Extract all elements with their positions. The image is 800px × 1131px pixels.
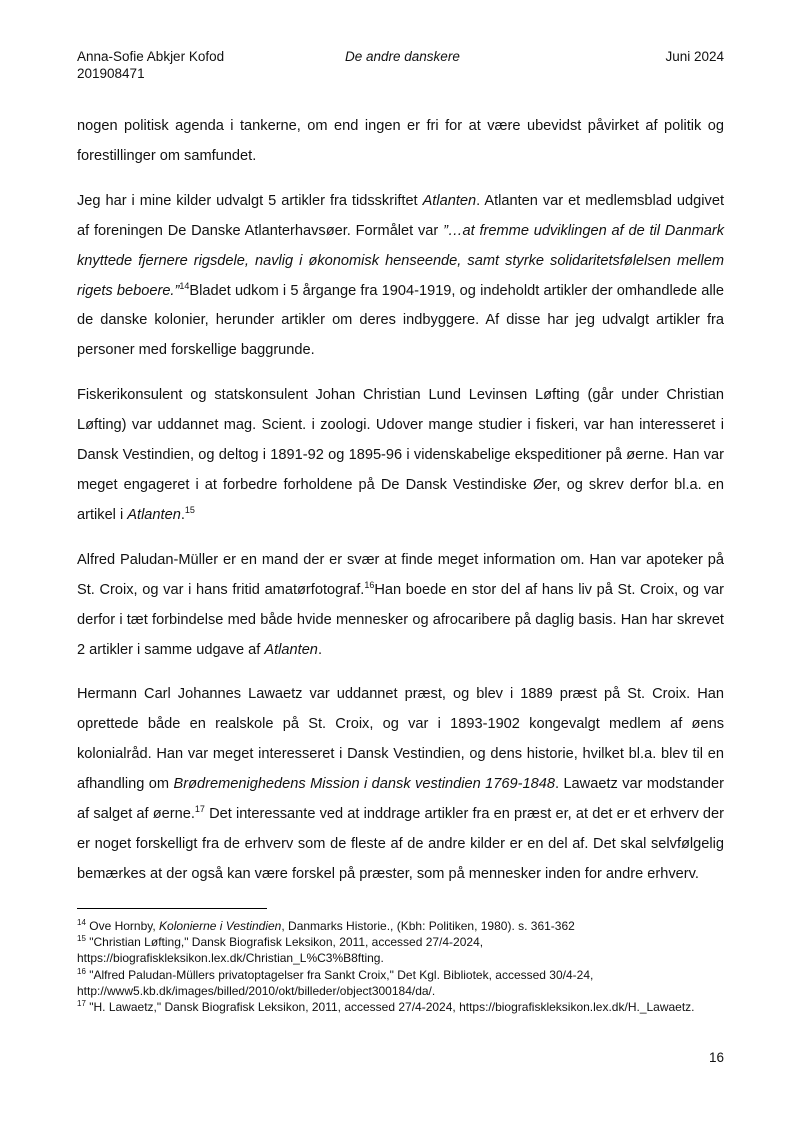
footnote-number: 17 (77, 999, 86, 1009)
header-student-id: 201908471 (77, 66, 145, 81)
quotation: ”…at fremme udviklingen af de til Danmark knyttede fjernere rigsdele, navlig i økonomisk henseende, samt styrke solidaritetsfølelsen mellem rigets beboere.” (77, 222, 725, 299)
paragraph-text: Bladet udkom i 5 årgange fra 1904-1919, og indeholdt artikler der omhandlede alle de danske kolonier, herunder artikler om deres indbyggere. Af disse har jeg udvalgt artikler fra personer med forskellige baggrunde. (77, 282, 725, 359)
paragraph-5 (77, 680, 724, 889)
paragraph-text: Alfred Paludan-Müller er en mand der er svær at finde meget information om. Han var apoteker på St. Croix, og var i hans fritid amatørfotograf. (77, 551, 724, 598)
footnote-ref-16[interactable]: 16 (364, 579, 375, 590)
footnote-15 (77, 934, 724, 966)
paragraph-text: Han boede en stor del af hans liv på St. Croix, og var derfor i tæt forbindelse med både hvide mennesker og afrocaribere på daglig basis. Han har skrevet 2 artikler i samme udgave af (77, 581, 724, 658)
footnote-text: "Alfred Paludan-Müllers privatoptagelser fra Sankt Croix," Det Kgl. Bibliotek, accessed 30/4-24, http://www5.kb.dk/images/billed/2010/okt/billeder/object300184/da/. (77, 967, 594, 998)
footnote-ref-17[interactable]: 17 (194, 804, 205, 815)
footnote-ref-15[interactable]: 15 (184, 504, 195, 515)
paragraph-text: Fiskerikonsulent og statskonsulent Johan Christian Lund Levinsen Løfting (går under Christian Løfting) var uddannet mag. Scient. i zoologi. Udover mange studier i fiskeri, var han interesseret i Dansk Vestindien, og deltog i 1891-92 og 1895-96 i videnskabelige ekspeditioner på øerne. Han var meget engageret i at forbedre forholdene på De Dansk Vestindiske Øer, og skrev derfor bl.a. en artikel i (77, 387, 724, 523)
header-date: Juni 2024 (665, 49, 724, 64)
paragraph-text: . (317, 641, 322, 658)
thesis-title: Brødremenighedens Mission i dansk vestindien 1769-1848 (173, 776, 555, 793)
body-text (77, 112, 724, 905)
footnote-14 (77, 918, 724, 934)
footnote-text: , Danmarks Historie., (Kbh: Politiken, 1980). s. 361-362 (281, 919, 575, 933)
header-author: Anna-Sofie Abkjer Kofod (77, 49, 225, 64)
header-author-block (77, 48, 224, 82)
paragraph-1: nogen politisk agenda i tankerne, om end ingen er fri for at være ubevidst påvirket af politik og forestillinger om samfundet. (77, 118, 724, 164)
footnote-text: Ove Hornby, (85, 919, 160, 933)
journal-title: Atlanten (422, 192, 477, 209)
footnote-text: "H. Lawaetz," Dansk Biografisk Leksikon, 2011, accessed 27/4-2024, https://biografiskleksikon.lex.dk/H._Lawaetz. (85, 1000, 695, 1015)
footnotes (77, 918, 724, 1015)
footnote-book-title: Kolonierne i Vestindien (159, 919, 282, 933)
paragraph-text: Jeg har i mine kilder udvalgt 5 artikler fra tidsskriftet (77, 192, 423, 209)
footnote-ref-14[interactable]: 14 (179, 280, 190, 291)
footnote-17 (77, 999, 724, 1015)
footnote-text: "Christian Løfting," Dansk Biografisk Leksikon, 2011, accessed 27/4-2024, https://biografiskleksikon.lex.dk/Christian_L%C3%B8fting. (77, 935, 484, 966)
journal-title: Atlanten (264, 641, 318, 658)
paragraph-text: . Atlanten var et medlemsblad udgivet af foreningen De Danske Atlanterhavsøer. Formålet var (77, 192, 724, 239)
page-header (77, 48, 724, 88)
paragraph-text: . (180, 506, 185, 523)
paragraph-4 (77, 546, 724, 666)
paragraph-text: Det interessante ved at inddrage artikler fra en præst er, at det er et erhverv der er noget forskelligt fra de erhverv som de fleste af de andre kilder er en del af. Det skal selvfølgelig bemærkes at der også kan være forskel på præster, som på mennesker inden for andre erhverv. (77, 806, 724, 882)
footnote-number: 14 (77, 918, 86, 927)
footnote-number: 16 (77, 966, 86, 976)
header-title: De andre danskere (345, 49, 460, 64)
footnote-16 (77, 967, 724, 999)
paragraph-2 (77, 187, 724, 366)
paragraph-3 (77, 381, 724, 531)
paragraph-text: . Lawaetz var modstander af salget af øerne. (77, 776, 724, 823)
paragraph-text: Hermann Carl Johannes Lawaetz var uddannet præst, og blev i 1889 præst på St. Croix. Han oprettede både en realskole på St. Croix, og var i 1893-1902 kongevalgt medlem af øens kolonialråd. Han var meget interesseret i Dansk Vestindien, og dens historie, hvilket bl.a. blev til en afhandling om (77, 686, 724, 793)
footnote-separator (77, 908, 267, 909)
journal-title: Atlanten (127, 506, 181, 523)
page-number: 16 (708, 1050, 724, 1065)
footnote-number: 15 (77, 934, 86, 944)
